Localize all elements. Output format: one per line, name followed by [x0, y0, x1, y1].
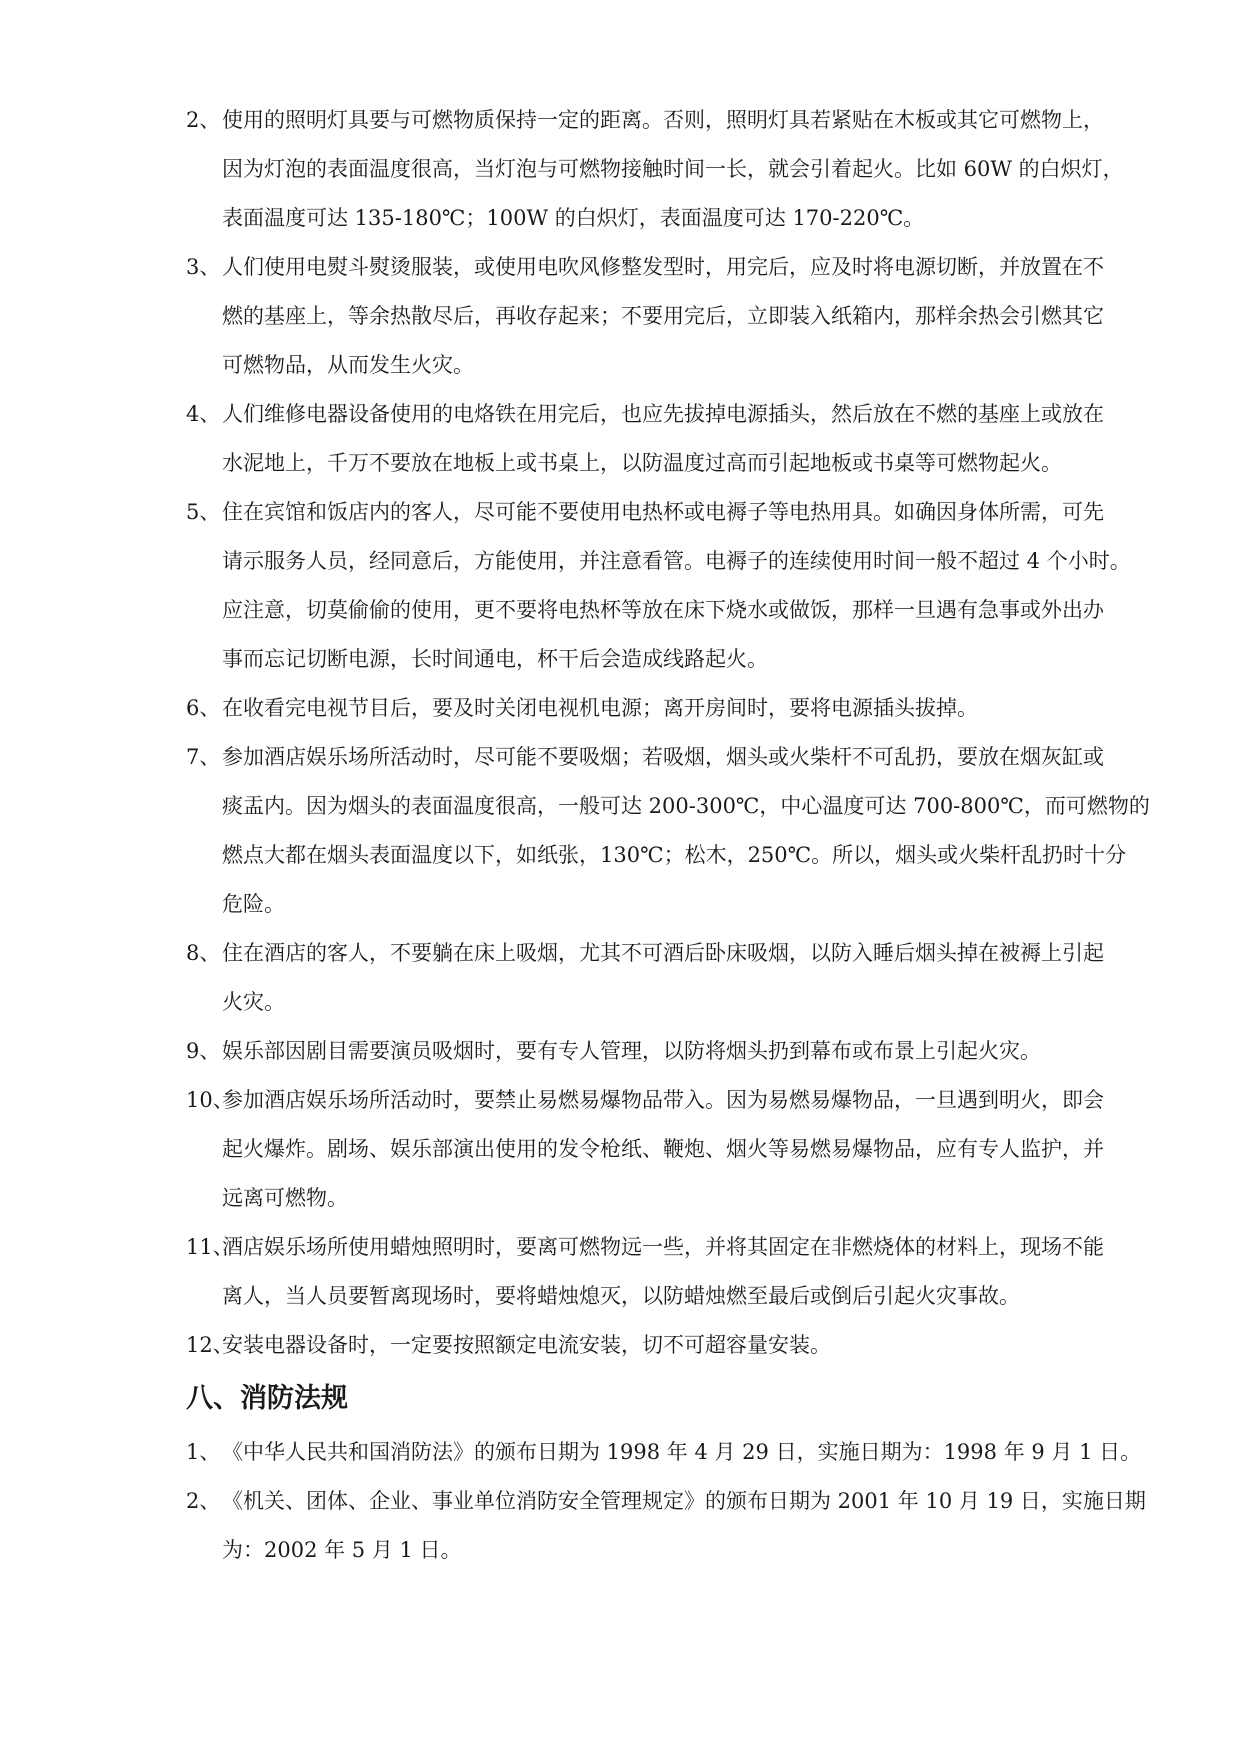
text-line: 燃点大都在烟头表面温度以下，如纸张，130℃；松木，250℃。所以，烟头或火柴杆乱扔时十分	[222, 843, 1127, 867]
text-line: 为：2002 年 5 月 1 日。	[222, 1538, 462, 1562]
item-number: 11、	[186, 1235, 234, 1259]
law-item-text	[222, 1428, 1146, 1477]
text-line: 使用的照明灯具要与可燃物质保持一定的距离。否则，照明灯具若紧贴在木板或其它可燃物上，	[222, 108, 1104, 132]
text-line: 人们维修电器设备使用的电烙铁在用完后，也应先拔掉电源插头，然后放在不燃的基座上或放在	[222, 402, 1104, 426]
list-item	[186, 733, 1150, 929]
list-item	[186, 929, 1146, 1027]
text-line: 请示服务人员，经同意后，方能使用，并注意看管。电褥子的连续使用时间一般不超过 4 个小时。	[222, 549, 1131, 573]
item-number: 7、	[186, 745, 221, 769]
item-number: 10、	[186, 1088, 234, 1112]
item-text	[222, 1076, 1146, 1223]
item-number: 2、	[186, 108, 221, 132]
text-line: 起火爆炸。剧场、娱乐部演出使用的发令枪纸、鞭炮、烟火等易燃易爆物品，应有专人监护，并	[222, 1137, 1104, 1161]
law-item-number: 2、	[186, 1489, 221, 1513]
list-item	[186, 1223, 1146, 1321]
text-line: 燃的基座上，等余热散尽后，再收存起来；不要用完后，立即装入纸箱内，那样余热会引燃其它	[222, 304, 1104, 328]
text-line: 安装电器设备时，一定要按照额定电流安装，切不可超容量安装。	[222, 1333, 831, 1357]
text-line: 人们使用电熨斗熨烫服装，或使用电吹风修整发型时，用完后，应及时将电源切断，并放置在不	[222, 255, 1104, 279]
text-line: 表面温度可达 135-180℃；100W 的白炽灯，表面温度可达 170-220℃。	[222, 206, 925, 230]
list-item	[186, 684, 1146, 733]
item-number: 3、	[186, 255, 221, 279]
item-number: 6、	[186, 696, 221, 720]
text-line: 可燃物品，从而发生火灾。	[222, 353, 474, 377]
text-line: 应注意，切莫偷偷的使用，更不要将电热杯等放在床下烧水或做饭，那样一旦遇有急事或外出办	[222, 598, 1104, 622]
item-number: 5、	[186, 500, 221, 524]
text-line: 住在宾馆和饭店内的客人，尽可能不要使用电热杯或电褥子等电热用具。如确因身体所需，可先	[222, 500, 1104, 524]
text-line: 火灾。	[222, 990, 285, 1014]
item-text	[222, 243, 1146, 390]
text-line: 《中华人民共和国消防法》的颁布日期为 1998 年 4 月 29 日，实施日期为：1998 年 9 月 1 日。	[222, 1440, 1142, 1464]
item-text	[222, 733, 1150, 929]
item-number: 4、	[186, 402, 221, 426]
text-line: 离人，当人员要暂离现场时，要将蜡烛熄灭，以防蜡烛燃至最后或倒后引起火灾事故。	[222, 1284, 1020, 1308]
text-line: 参加酒店娱乐场所活动时，要禁止易燃易爆物品带入。因为易燃易爆物品，一旦遇到明火，即会	[222, 1088, 1104, 1112]
item-text	[222, 929, 1146, 1027]
list-item	[186, 1027, 1146, 1076]
item-text	[222, 488, 1146, 684]
section-heading: 八、消防法规	[186, 1383, 348, 1414]
law-item-text	[222, 1477, 1146, 1575]
law-item-number: 1、	[186, 1440, 221, 1464]
list-item	[186, 96, 1146, 243]
text-line: 痰盂内。因为烟头的表面温度很高，一般可达 200-300℃，中心温度可达 700-800℃，而可燃物的	[222, 794, 1150, 818]
item-text	[222, 1321, 1146, 1370]
item-text	[222, 390, 1146, 488]
item-number: 12、	[186, 1333, 234, 1357]
text-line: 参加酒店娱乐场所活动时，尽可能不要吸烟；若吸烟，烟头或火柴杆不可乱扔，要放在烟灰缸或	[222, 745, 1104, 769]
text-line: 娱乐部因剧目需要演员吸烟时，要有专人管理，以防将烟头扔到幕布或布景上引起火灾。	[222, 1039, 1041, 1063]
list-item	[186, 390, 1146, 488]
item-number: 8、	[186, 941, 221, 965]
text-line: 远离可燃物。	[222, 1186, 348, 1210]
text-line: 危险。	[222, 892, 285, 916]
item-text	[222, 1223, 1146, 1321]
text-line: 住在酒店的客人，不要躺在床上吸烟，尤其不可酒后卧床吸烟，以防入睡后烟头掉在被褥上引起	[222, 941, 1104, 965]
text-line: 酒店娱乐场所使用蜡烛照明时，要离可燃物远一些，并将其固定在非燃烧体的材料上，现场不能	[222, 1235, 1104, 1259]
law-list-item	[186, 1477, 1146, 1575]
text-line: 在收看完电视节目后，要及时关闭电视机电源；离开房间时，要将电源插头拔掉。	[222, 696, 978, 720]
item-text	[222, 1027, 1146, 1076]
list-item	[186, 243, 1146, 390]
list-item	[186, 1076, 1146, 1223]
item-text	[222, 96, 1146, 243]
text-line: 事而忘记切断电源，长时间通电，杯干后会造成线路起火。	[222, 647, 768, 671]
text-line: 水泥地上，千万不要放在地板上或书桌上，以防温度过高而引起地板或书桌等可燃物起火。	[222, 451, 1062, 475]
document-page	[186, 96, 1150, 1575]
item-number: 9、	[186, 1039, 221, 1063]
list-item	[186, 1321, 1146, 1370]
text-line: 《机关、团体、企业、事业单位消防安全管理规定》的颁布日期为 2001 年 10 月 19 日，实施日期	[222, 1489, 1146, 1513]
item-text	[222, 684, 1146, 733]
law-list-item	[186, 1428, 1146, 1477]
list-item	[186, 488, 1146, 684]
text-line: 因为灯泡的表面温度很高，当灯泡与可燃物接触时间一长，就会引着起火。比如 60W 的白炽灯，	[222, 157, 1124, 181]
